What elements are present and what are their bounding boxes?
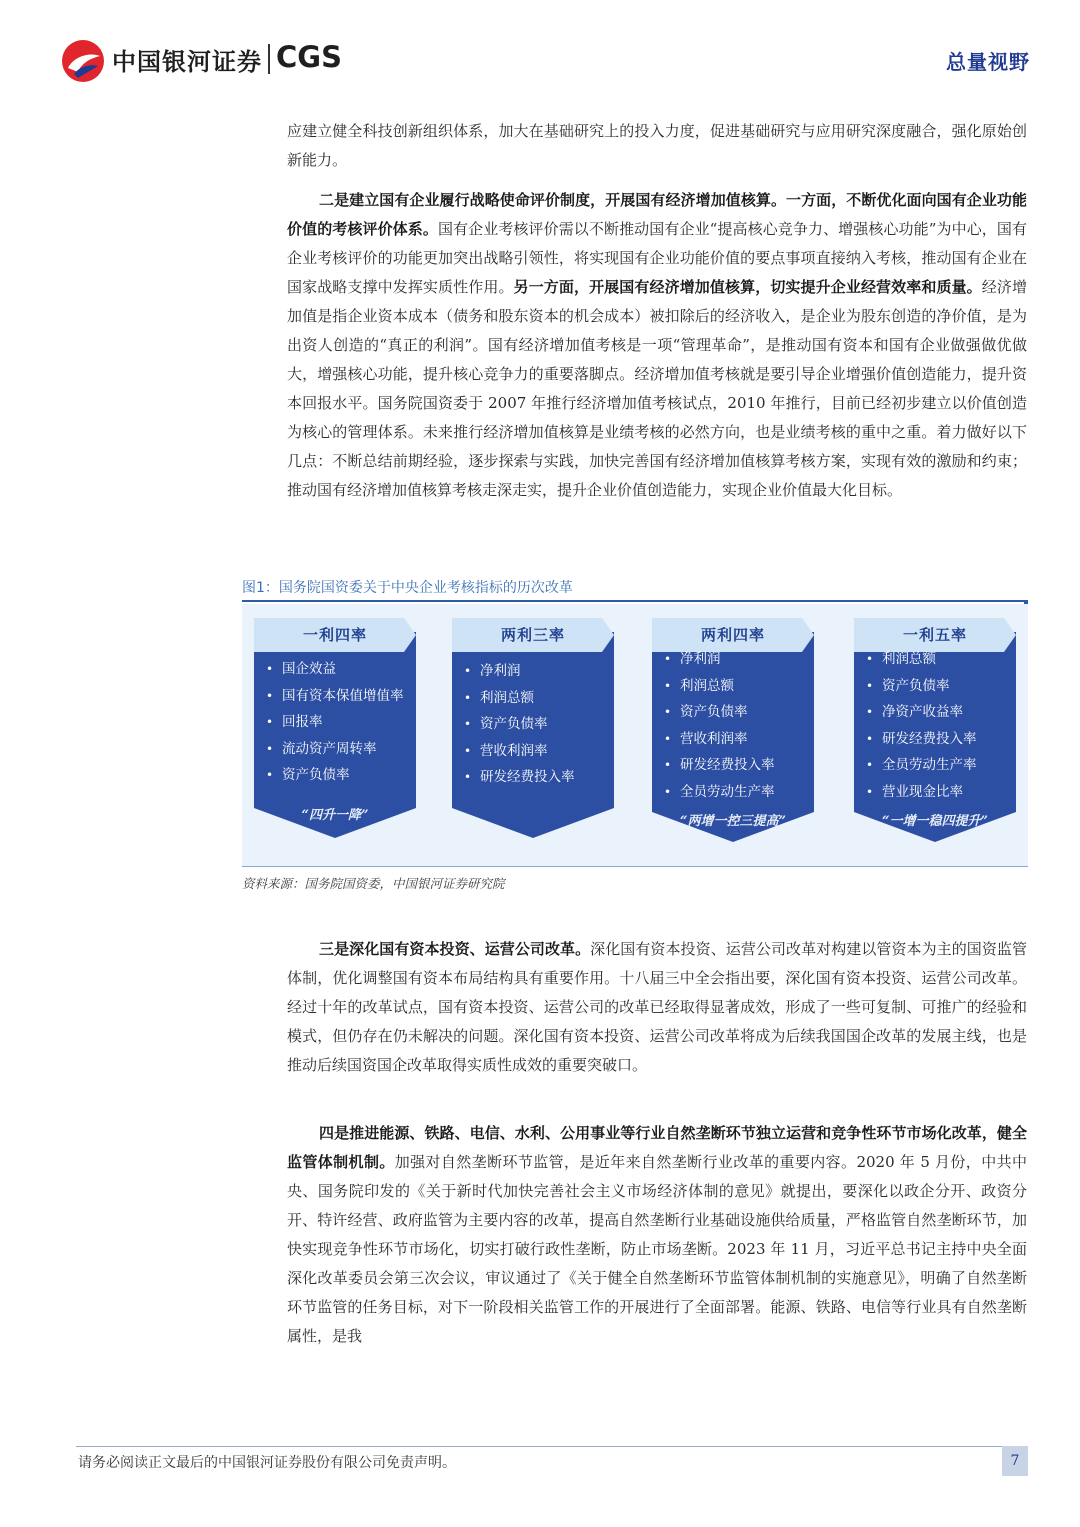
paragraph-3-text: 深化国有资本投资、运营公司改革对构建以管资本为主的国资监管体制，优化调整国有资本布局结构具有重要作用。十八届三中全会指出要，深化国有资本投资、运营公司改革。经过十年的改革试点，国有资本投资、运营公司的改革已经取得显著成效，形成了一些可复制、可推广的经验和模式，但仍存在仍未解决的问题。深化国有资本投资、运营公司改革将成为后续我国国企改革的发展主线，也是推动后续国资国企改革取得实质性成效的重要突破口。 — [287, 940, 1027, 1074]
card-1-item: • 流动资产周转率 — [264, 736, 404, 763]
card-1-item: • 国有资本保值增值率 — [264, 683, 404, 710]
paragraph-1: 应建立健全科技创新组织体系，加大在基础研究上的投入力度，促进基础研究与应用研究深度融合，强化原始创新能力。 — [287, 122, 1027, 169]
card-2-item: • 净利润 — [462, 658, 575, 685]
figure-source: 资料来源：国务院国资委，中国银河证券研究院 — [242, 876, 505, 891]
card-3-item: • 研发经费投入率 — [662, 752, 775, 779]
card-2-item: • 资产负债率 — [462, 711, 575, 738]
card-4-item: • 净资产收益率 — [864, 699, 977, 726]
figure-title: 图1：国务院国资委关于中央企业考核指标的历次改革 — [242, 580, 573, 596]
reform-card-3 — [652, 618, 814, 848]
card-2-item: • 利润总额 — [462, 685, 575, 712]
card-1-title: 一利四率 — [302, 626, 367, 644]
paragraph-2-text-b: 经济增加值是指企业资本成本（债务和股东资本的机会成本）被扣除后的经济收入，是企业为股东创造的净价值，是为出资人创造的“真正的利润”。国有经济增加值考核是一项“管理革命”，是推动国有资本和国有企业做强做优做大，增强核心功能，提升核心竞争力的重要落脚点。经济增加值考核就是要引导企业增强价值创造能力，提升资本回报水平。国务院国资委于 2007 年推行经济增加值考核试点，2010 年推行，目前已经初步建立以价值创造为核心的管理体系。未来推行经济增加值核算是业绩考核的必然方向，也是业绩考核的重中之重。着力做好以下几点：不断总结前期经验，逐步探索与实践，加快完善国有经济增加值核算考核方案，实现有效的激励和约束；推动国有经济增加值核算考核走深走实，提升企业价值创造能力，实现企业价值最大化目标。 — [287, 278, 1027, 499]
paragraph-3-bold-lead: 三是深化国有资本投资、运营公司改革。 — [319, 940, 591, 958]
figure-bottom-rule — [242, 866, 1028, 867]
card-4-item: • 营业现金比率 — [864, 779, 977, 806]
card-2-item: • 研发经费投入率 — [462, 764, 575, 791]
card-1-list — [264, 656, 404, 789]
figure-area — [242, 604, 1028, 866]
card-1-slogan: “四升一降” — [301, 808, 369, 823]
paragraph-4 — [287, 1119, 1027, 1351]
card-4-item: • 研发经费投入率 — [864, 726, 977, 753]
card-2-item: • 营收利润率 — [462, 738, 575, 765]
card-1-item: • 回报率 — [264, 709, 404, 736]
paragraph-2-text-a: 国有企业考核评价需以不断推动国有企业“提高核心竞争力、增强核心功能”为中心，国有企业考核评价的功能更加突出战略引领性，将实现国有企业功能价值的要点事项直接纳入考核，推动国有企业在国家战略支撑中发挥实质性作用。 — [287, 220, 1027, 296]
card-4-list — [864, 646, 977, 805]
page-number: 7 — [1002, 1446, 1028, 1476]
cgs-logo-icon — [60, 38, 106, 84]
card-3-item: • 全员劳动生产率 — [662, 779, 775, 806]
page-header — [0, 0, 1080, 100]
card-3-title: 两利四率 — [700, 626, 765, 644]
brand-divider — [268, 44, 270, 74]
brand-name-en: CGS — [276, 40, 342, 74]
reform-card-2 — [452, 618, 614, 838]
card-4-item: • 资产负债率 — [864, 673, 977, 700]
footer-disclaimer: 请务必阅读正文最后的中国银河证券股份有限公司免责声明。 — [78, 1455, 456, 1471]
card-3-list — [662, 646, 775, 805]
card-3-slogan: “两增一控三提高” — [680, 814, 786, 829]
card-3-item: • 营收利润率 — [662, 726, 775, 753]
card-2-title: 两利三率 — [500, 626, 565, 644]
section-title: 总量视野 — [946, 50, 1030, 74]
card-4-item: • 利润总额 — [864, 646, 977, 673]
card-1-item: • 资产负债率 — [264, 762, 404, 789]
card-4-item: • 全员劳动生产率 — [864, 752, 977, 779]
paragraph-2 — [287, 186, 1027, 505]
card-3-item: • 利润总额 — [662, 673, 775, 700]
reform-card-4 — [854, 618, 1016, 848]
paragraph-4-bold-lead: 四是推进能源、铁路、电信、水利、公用事业等行业自然垄断环节独立运营和竞争性环节市场化改革，健全监管体制机制。 — [287, 1124, 1027, 1171]
card-4-title: 一利五率 — [902, 626, 967, 644]
paragraph-2-bold-mid: 另一方面，开展国有经济增加值核算，切实提升企业经营效率和质量。 — [513, 278, 982, 296]
paragraph-4-text: 加强对自然垄断环节监管，是近年来自然垄断行业改革的重要内容。2020 年 5 月份，中共中央、国务院印发的《关于新时代加快完善社会主义市场经济体制的意见》就提出，要深化以政企分开、政资分开、特许经营、政府监管为主要内容的改革，提高自然垄断行业基础设施供给质量，严格监管自然垄断环节，加快实现竞争性环节市场化，切实打破行政性垄断，防止市场垄断。2023 年 11 月，习近平总书记主持中央全面深化改革委员会第三次会议，审议通过了《关于健全自然垄断环节监管体制机制的实施意见》，明确了自然垄断环节监管的任务目标，对下一阶段相关监管工作的开展进行了全面部署。能源、铁路、电信等行业具有自然垄断属性，是我 — [287, 1153, 1027, 1345]
card-2-list — [462, 658, 575, 791]
paragraph-3 — [287, 935, 1027, 1080]
footer-rule — [76, 1446, 1028, 1447]
card-3-item: • 资产负债率 — [662, 699, 775, 726]
figure-top-rule — [242, 600, 1028, 602]
reform-card-1 — [254, 618, 416, 838]
brand-name-cn: 中国银河证券 — [112, 48, 262, 76]
card-1-item: • 国企效益 — [264, 656, 404, 683]
card-4-slogan: “一增一稳四提升” — [882, 814, 988, 829]
card-3-item: • 净利润 — [662, 646, 775, 673]
paragraph-2-bold-lead: 二是建立国有企业履行战略使命评价制度，开展国有经济增加值核算。一方面，不断优化面向国有企业功能价值的考核评价体系。 — [287, 191, 1027, 238]
